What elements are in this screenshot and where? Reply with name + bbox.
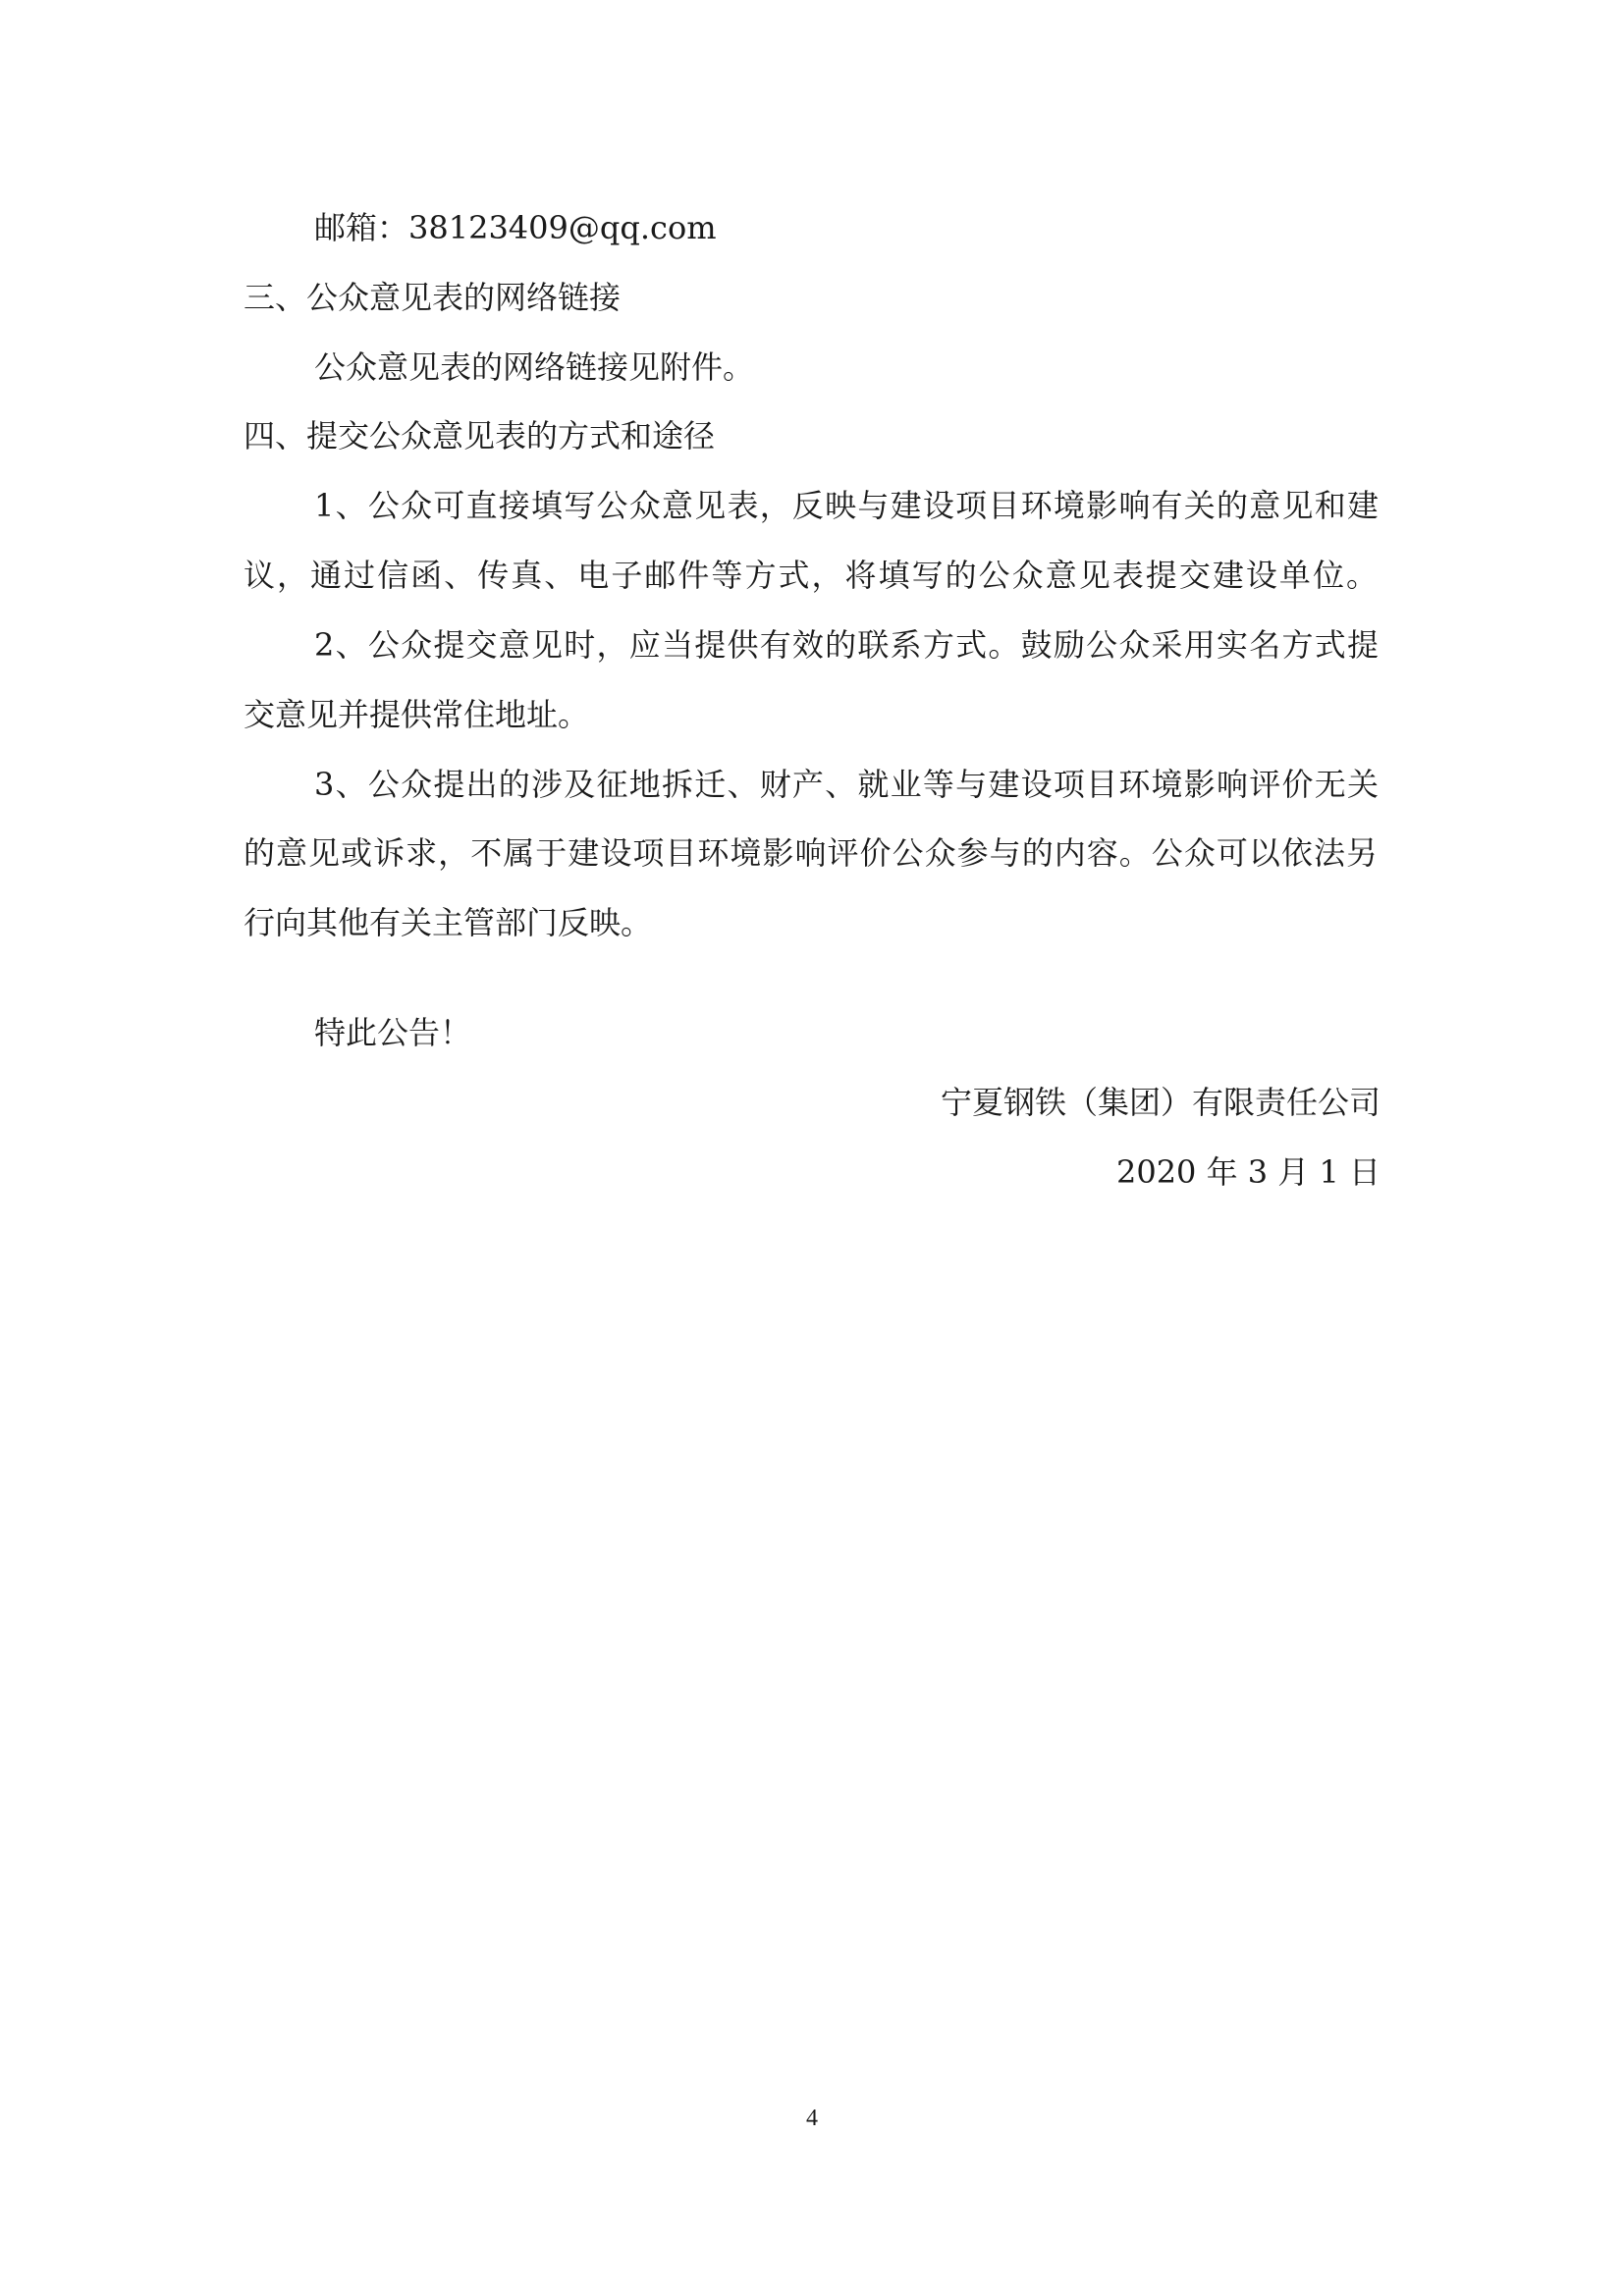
signature-company: 宁夏钢铁（集团）有限责任公司 [940, 1084, 1380, 1121]
item-1-line-2: 议，通过信函、传真、电子邮件等方式，将填写的公众意见表提交建设单位。 [244, 557, 1378, 594]
section-4-heading: 四、提交公众意见表的方式和途径 [244, 417, 716, 454]
page-number: 4 [806, 2106, 818, 2131]
section-3-heading: 三、公众意见表的网络链接 [244, 279, 622, 316]
item-2-line-2: 交意见并提供常住地址。 [244, 696, 590, 733]
section-3-text: 公众意见表的网络链接见附件。 [314, 348, 755, 386]
item-1-line-1: 1、公众可直接填写公众意见表，反映与建设项目环境影响有关的意见和建 [314, 487, 1379, 524]
item-3-line-3: 行向其他有关主管部门反映。 [244, 904, 653, 941]
email-line: 邮箱：38123409@qq.com [314, 209, 717, 246]
item-2-line-1: 2、公众提交意见时，应当提供有效的联系方式。鼓励公众采用实名方式提 [314, 626, 1379, 664]
signature-date: 2020 年 3 月 1 日 [1115, 1153, 1380, 1191]
closing-line: 特此公告！ [314, 1014, 472, 1051]
item-3-line-2: 的意见或诉求，不属于建设项目环境影响评价公众参与的内容。公众可以依法另 [244, 834, 1378, 872]
item-3-line-1: 3、公众提出的涉及征地拆迁、财产、就业等与建设项目环境影响评价无关 [314, 766, 1379, 803]
